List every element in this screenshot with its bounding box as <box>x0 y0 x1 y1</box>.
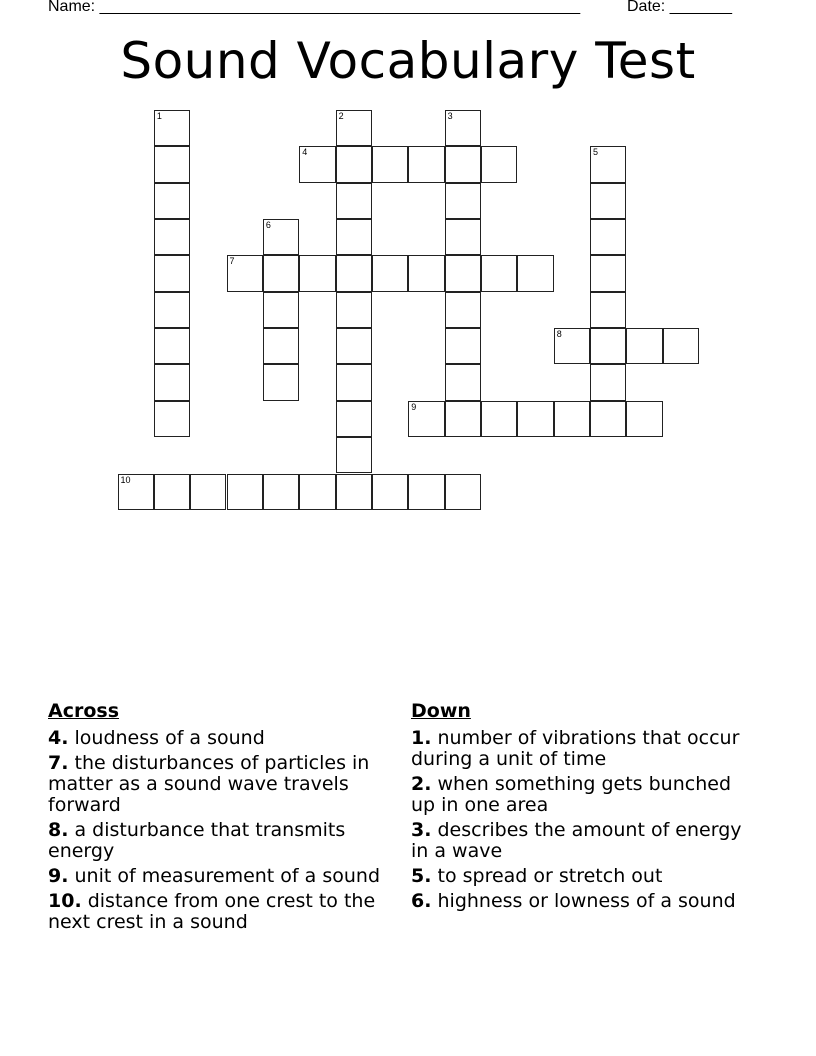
crossword-cell[interactable] <box>336 328 372 364</box>
crossword-cell[interactable] <box>408 401 444 437</box>
crossword-cell[interactable] <box>336 474 372 510</box>
crossword-cell[interactable] <box>590 183 626 219</box>
cell-number: 2 <box>338 111 344 121</box>
crossword-cell[interactable] <box>445 401 481 437</box>
crossword-cell[interactable] <box>263 474 299 510</box>
crossword-cell[interactable] <box>590 401 626 437</box>
crossword-cell[interactable] <box>154 219 190 255</box>
crossword-cell[interactable] <box>445 364 481 400</box>
down-clues <box>411 701 756 916</box>
across-heading: Across <box>48 700 120 722</box>
clue-across-8: 8. a disturbance that transmits energy <box>48 819 346 862</box>
clue-down-5: 5. to spread or stretch out <box>411 865 663 887</box>
crossword-cell[interactable] <box>154 110 190 146</box>
crossword-cell[interactable] <box>445 146 481 182</box>
down-heading: Down <box>411 700 471 722</box>
crossword-cell[interactable] <box>590 255 626 291</box>
crossword-cell[interactable] <box>590 328 626 364</box>
crossword-cell[interactable] <box>336 255 372 291</box>
crossword-cell[interactable] <box>336 364 372 400</box>
crossword-cell[interactable] <box>408 474 444 510</box>
crossword-cell[interactable] <box>481 146 517 182</box>
crossword-cell[interactable] <box>299 146 335 182</box>
crossword-cell[interactable] <box>445 219 481 255</box>
name-line[interactable]: Name: ______________________________________________________ <box>48 0 581 15</box>
date-line[interactable]: Date: _______ <box>627 0 732 15</box>
crossword-cell[interactable] <box>408 255 444 291</box>
clue-down-6: 6. highness or lowness of a sound <box>411 890 736 912</box>
crossword-cell[interactable] <box>517 255 553 291</box>
crossword-cell[interactable] <box>154 292 190 328</box>
crossword-cell[interactable] <box>590 146 626 182</box>
crossword-cell[interactable] <box>263 328 299 364</box>
crossword-cell[interactable] <box>554 328 590 364</box>
crossword-cell[interactable] <box>227 474 263 510</box>
cell-number: 5 <box>593 147 599 158</box>
crossword-cell[interactable] <box>663 328 699 364</box>
crossword-cell[interactable] <box>445 474 481 510</box>
crossword-cell[interactable] <box>336 110 372 146</box>
clue-across-9: 9. unit of measurement of a sound <box>48 865 381 887</box>
crossword-cell[interactable] <box>372 255 408 291</box>
cell-number: 1 <box>156 111 162 121</box>
crossword-cell[interactable] <box>154 474 190 510</box>
crossword-cell[interactable] <box>263 255 299 291</box>
crossword-cell[interactable] <box>590 219 626 255</box>
crossword-cell[interactable] <box>481 255 517 291</box>
crossword-cell[interactable] <box>408 146 444 182</box>
crossword-cell[interactable] <box>517 401 553 437</box>
crossword-cell[interactable] <box>263 219 299 255</box>
crossword-cell[interactable] <box>227 255 263 291</box>
crossword-cell[interactable] <box>445 292 481 328</box>
crossword-cell[interactable] <box>554 401 590 437</box>
clue-down-1: 1. number of vibrations that occur during a unit of time <box>411 727 740 770</box>
crossword-cell[interactable] <box>445 255 481 291</box>
crossword-cell[interactable] <box>154 401 190 437</box>
crossword-cell[interactable] <box>372 474 408 510</box>
crossword-cell[interactable] <box>154 183 190 219</box>
crossword-cell[interactable] <box>154 255 190 291</box>
crossword-cell[interactable] <box>445 183 481 219</box>
cell-number: 7 <box>229 256 235 267</box>
crossword-cell[interactable] <box>299 474 335 510</box>
crossword-cell[interactable] <box>154 328 190 364</box>
cell-number: 4 <box>302 147 308 158</box>
crossword-cell[interactable] <box>263 292 299 328</box>
crossword-cell[interactable] <box>445 328 481 364</box>
cell-number: 8 <box>556 329 562 340</box>
clue-across-10: 10. distance from one crest to the next crest in a sound <box>48 890 376 933</box>
crossword-cell[interactable] <box>336 146 372 182</box>
crossword-cell[interactable] <box>154 146 190 182</box>
crossword-cell[interactable] <box>190 474 226 510</box>
clue-across-7: 7. the disturbances of particles in matter as a sound wave travels forward <box>48 752 370 816</box>
crossword-cell[interactable] <box>372 146 408 182</box>
crossword-cell[interactable] <box>626 328 662 364</box>
crossword-cell[interactable] <box>445 110 481 146</box>
crossword-cell[interactable] <box>590 364 626 400</box>
crossword-cell[interactable] <box>626 401 662 437</box>
cell-number: 3 <box>447 111 453 121</box>
crossword-cell[interactable] <box>590 292 626 328</box>
crossword-cell[interactable] <box>481 401 517 437</box>
clue-across-4: 4. loudness of a sound <box>48 727 265 749</box>
across-clues <box>48 701 398 937</box>
cell-number: 9 <box>411 401 417 412</box>
clue-down-2: 2. when something gets bunched up in one area <box>411 773 732 816</box>
crossword-cell[interactable] <box>336 219 372 255</box>
page-title: Sound Vocabulary Test <box>120 32 696 90</box>
cell-number: 10 <box>120 474 131 485</box>
crossword-cell[interactable] <box>154 364 190 400</box>
crossword-cell[interactable] <box>263 364 299 400</box>
crossword-cell[interactable] <box>336 183 372 219</box>
clue-down-3: 3. describes the amount of energy in a wave <box>411 819 742 862</box>
crossword-cell[interactable] <box>118 474 154 510</box>
cell-number: 6 <box>265 220 271 231</box>
crossword-cell[interactable] <box>336 437 372 473</box>
crossword-cell[interactable] <box>299 255 335 291</box>
crossword-cell[interactable] <box>336 292 372 328</box>
crossword-cell[interactable] <box>336 401 372 437</box>
